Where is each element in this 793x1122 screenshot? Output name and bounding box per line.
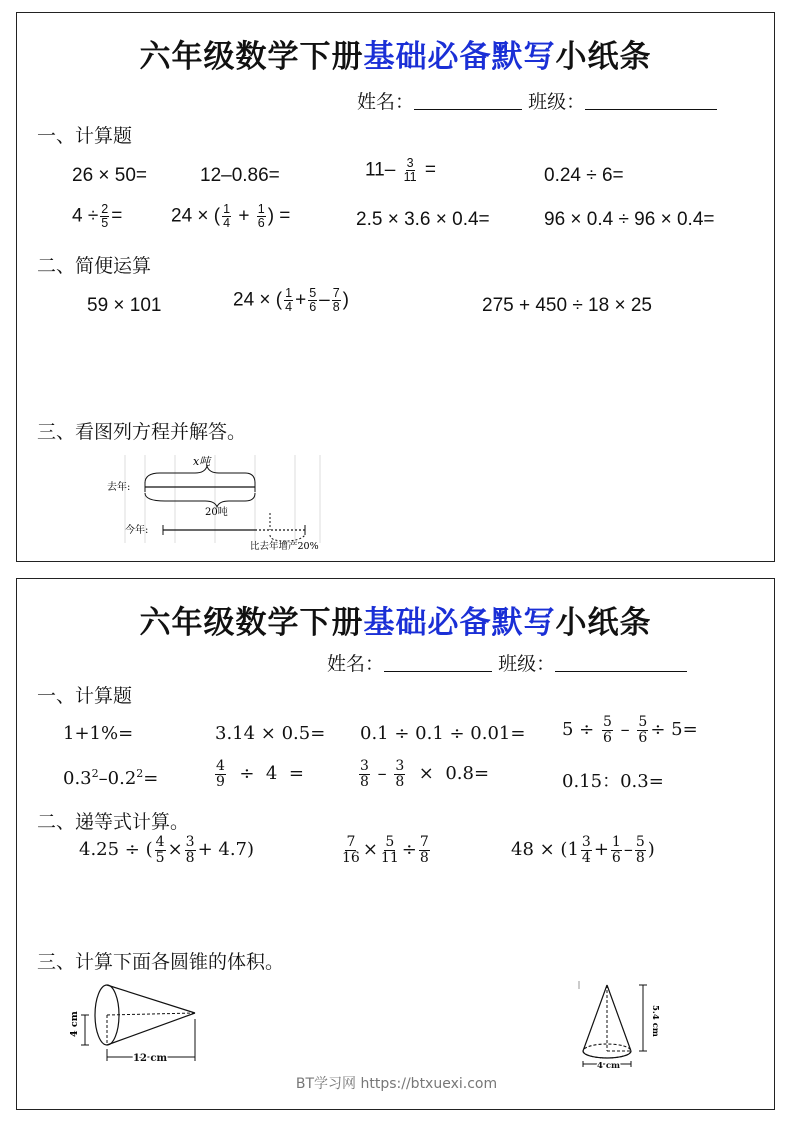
expr-text: ) [342, 289, 349, 311]
expr-text: – [623, 839, 633, 861]
problem [72, 203, 122, 230]
expr-text: × [167, 839, 183, 861]
height-label: 12 cm [133, 1053, 168, 1064]
fraction-numerator: 7 [346, 834, 356, 850]
fraction-denominator: 6 [603, 729, 612, 746]
problem: 59 × 101 [87, 295, 162, 316]
fraction-numerator: 1 [257, 202, 265, 216]
expr-text: 24 × ( [171, 205, 221, 227]
title-highlight: 基础必备默写 [363, 39, 556, 75]
fraction-denominator: 8 [185, 849, 195, 866]
problem: 3.14 × 0.5= [215, 723, 326, 744]
fraction-numerator: 5 [385, 834, 395, 850]
expr-text: ÷ 5= [650, 719, 698, 741]
fraction [380, 835, 400, 865]
expr-text: – [319, 289, 330, 311]
problem: 1+1%= [63, 723, 134, 744]
class-label: 班级： [528, 91, 586, 113]
fraction-numerator: 1 [285, 286, 293, 300]
fraction [403, 157, 418, 184]
class-label: 班级： [498, 653, 556, 675]
fraction [100, 203, 109, 230]
name-class-row [327, 649, 687, 676]
expr-text: + [295, 289, 307, 311]
fraction-denominator: 8 [360, 773, 369, 790]
problem [233, 287, 349, 314]
problem [79, 835, 254, 865]
section-stepwise-heading: 二、递等式计算。 [37, 811, 190, 833]
problem: 0.15：0.3= [562, 771, 664, 792]
name-label: 姓名： [327, 653, 385, 675]
expr-text: × [418, 763, 434, 785]
fraction-numerator: 5 [309, 286, 317, 300]
fraction-denominator: 8 [635, 849, 645, 866]
problem [63, 767, 158, 789]
fraction [215, 759, 226, 789]
expr-text: = [111, 205, 123, 227]
name-field[interactable] [414, 91, 522, 110]
fraction-denominator: 4 [285, 300, 293, 315]
fraction [222, 203, 231, 230]
expr-text: ÷ [401, 839, 417, 861]
fraction [257, 203, 266, 230]
fraction [155, 835, 166, 865]
worksheet-1 [16, 12, 775, 562]
fraction-denominator: 5 [101, 216, 109, 231]
fraction-denominator: 6 [309, 300, 317, 315]
fraction-denominator: 16 [342, 849, 360, 866]
fraction-numerator: 4 [155, 834, 165, 850]
expr-text: 48 × (1 [511, 839, 579, 861]
expr-text: 5 ÷ [562, 719, 595, 741]
cone-figure-horizontal [63, 979, 213, 1069]
worksheet-title [17, 597, 774, 642]
problem [511, 835, 655, 865]
exponent: 2 [136, 767, 144, 780]
section-equation-heading: 三、看图列方程并解答。 [37, 421, 247, 443]
increase-label: 比去年增产20% [250, 541, 319, 552]
radius-label: 4 cm [69, 1011, 80, 1037]
name-label: 姓名： [357, 91, 415, 113]
fraction [394, 759, 405, 789]
fraction-denominator: 6 [611, 849, 621, 866]
fraction-denominator: 4 [223, 216, 231, 231]
class-field[interactable] [555, 653, 687, 672]
title-part: 小纸条 [555, 39, 652, 75]
problem: 275 + 450 ÷ 18 × 25 [482, 295, 652, 316]
title-part: 六年级数学下册 [139, 39, 364, 75]
expr-text: + 4.7) [197, 839, 255, 861]
expr-text: + [593, 839, 609, 861]
height-label: 5.4 cm [650, 1005, 660, 1037]
problem: 0.1 ÷ 0.1 ÷ 0.01= [360, 723, 526, 744]
expr-text: ÷ [239, 763, 255, 785]
fraction [341, 835, 361, 865]
fraction-denominator: 6 [638, 729, 648, 746]
problem [339, 835, 432, 865]
title-part: 六年级数学下册 [139, 605, 364, 641]
expr-text: 4 ÷ [72, 205, 99, 227]
expr-text: × [362, 839, 378, 861]
fraction-denominator: 8 [419, 849, 429, 866]
problem [213, 759, 304, 789]
fraction-denominator: 5 [155, 849, 165, 866]
expr-text: = [288, 763, 304, 785]
fraction-numerator: 3 [360, 758, 369, 774]
fraction-numerator: 3 [406, 156, 414, 170]
worksheet-2 [16, 578, 775, 1110]
fraction-numerator: 3 [581, 834, 591, 850]
problem: 96 × 0.4 ÷ 96 × 0.4= [544, 209, 715, 230]
expr-text: = [143, 768, 159, 789]
problem [365, 157, 436, 184]
expr-text: – [377, 763, 387, 785]
expr-text: 11– [365, 159, 396, 181]
expr-text: = [424, 159, 436, 181]
fraction [332, 287, 341, 314]
x-label: x吨 [193, 455, 211, 468]
problem [357, 759, 489, 789]
problem: 0.24 ÷ 6= [544, 165, 624, 186]
fraction-numerator: 4 [216, 758, 225, 774]
fraction [602, 715, 613, 745]
mid-label: 20吨 [205, 507, 228, 518]
name-class-row [357, 87, 717, 114]
expr-text: 0.3 [63, 768, 92, 789]
mid-brace [145, 493, 255, 507]
section-calc-heading: 一、计算题 [37, 685, 133, 707]
fraction [359, 759, 370, 789]
base-label: 4 cm [597, 1061, 621, 1071]
problem: 12–0.86= [200, 165, 280, 186]
expr-text: 0.8= [445, 763, 490, 785]
fraction-denominator: 9 [216, 773, 225, 790]
expr-text: 24 × ( [233, 289, 283, 311]
expr-text: –0.2 [98, 768, 137, 789]
fraction-denominator: 8 [332, 300, 340, 315]
this-year-label: 今年: [125, 525, 149, 536]
x-brace [145, 466, 255, 483]
worksheet-title [17, 31, 774, 76]
expr-text: 4 [265, 763, 278, 785]
exponent: 2 [91, 767, 99, 780]
expr-text: ) [647, 839, 655, 861]
expr-text: ) = [267, 205, 291, 227]
watermark: BT学习网 https://btxuexi.com [295, 1076, 498, 1092]
fraction-denominator: 4 [581, 849, 591, 866]
expr-text: – [620, 719, 630, 741]
title-highlight: 基础必备默写 [363, 605, 556, 641]
line-segment-diagram [105, 453, 335, 552]
fraction-denominator: 11 [380, 849, 399, 866]
expr-text: 4.25 ÷ ( [79, 839, 153, 861]
name-field[interactable] [384, 653, 492, 672]
fraction [635, 835, 646, 865]
fraction-denominator: 11 [403, 170, 417, 185]
fraction-numerator: 5 [638, 714, 648, 730]
fraction-denominator: 6 [257, 216, 265, 231]
last-year-label: 去年: [107, 482, 131, 493]
fraction-numerator: 3 [395, 758, 405, 774]
problem [171, 203, 290, 230]
fraction-numerator: 1 [223, 202, 231, 216]
fraction [185, 835, 196, 865]
section-calc-heading: 一、计算题 [37, 125, 133, 147]
fraction-numerator: 3 [185, 834, 195, 850]
fraction [284, 287, 293, 314]
expr-text: + [238, 205, 250, 227]
class-field[interactable] [585, 91, 717, 110]
fraction-numerator: 5 [635, 834, 645, 850]
fraction-numerator: 7 [419, 834, 429, 850]
fraction [581, 835, 592, 865]
fraction-denominator: 8 [395, 773, 405, 790]
fraction-numerator: 1 [611, 834, 621, 850]
problem: 26 × 50= [72, 165, 148, 186]
fraction-numerator: 5 [603, 714, 612, 730]
cone-figure-vertical [577, 981, 660, 1073]
problem [562, 715, 698, 745]
section-simplify-heading: 二、简便运算 [37, 255, 152, 277]
problem: 2.5 × 3.6 × 0.4= [356, 209, 490, 230]
fraction [419, 835, 430, 865]
title-part: 小纸条 [555, 605, 652, 641]
fraction-numerator: 2 [101, 202, 109, 216]
fraction-numerator: 7 [332, 286, 340, 300]
fraction [308, 287, 317, 314]
section-cone-heading: 三、计算下面各圆锥的体积。 [37, 951, 285, 973]
fraction [611, 835, 622, 865]
fraction [637, 715, 648, 745]
